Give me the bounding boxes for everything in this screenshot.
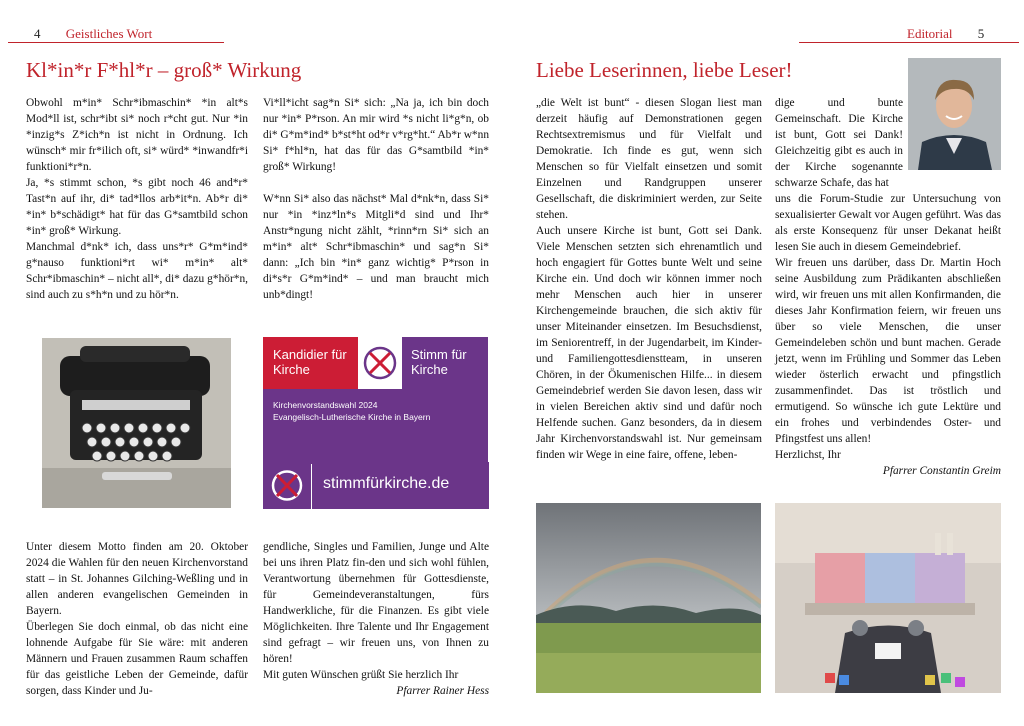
article-column-2	[263, 95, 489, 303]
paragraph: Wir freuen uns darüber, dass Dr. Martin Hoch seine Ausbildung zum Prädikanten abschließen wird, wir freuen uns mit allen Konfirmanden, die dieses Jahr Konfirmation feiern, wir freuen uns über so viele Menschen, die unser Gemeindeleben schön und bunt machen. Gerade jetzt, wenn im Frühling und Sommer das Leben wieder österlich erwacht und pfingstlich zusammenfindet. Das ist tröstlich und ermutigend. So wünsche ich gute Lektüre und ein frohes und verbindendes Oster- und Pfingstfest uns allen!	[775, 257, 1001, 445]
author-portrait	[908, 58, 1001, 170]
election-column-2	[263, 539, 489, 699]
section-label: Editorial	[907, 26, 953, 41]
rainbow-photo	[536, 503, 761, 693]
ballot-cross-icon	[358, 337, 402, 389]
paragraph: Ja, *s stimmt schon, *s gibt noch 46 and*r* Tast*n auf ihr, di* tad*llos arb*it*n. Ab*r di* *in* b*schädigt* hat für das G*samtbild schon *in* groß* Wirkung.	[26, 177, 248, 237]
church-photo	[775, 503, 1001, 693]
article-title: Kl*in*r F*hl*r – groß* Wirkung	[26, 58, 302, 82]
kandidier-label: Kandidier für Kirche	[273, 347, 347, 377]
article-title: Liebe Leserinnen, liebe Leser!	[536, 58, 793, 82]
signature: Pfarrer Rainer Hess	[396, 685, 489, 697]
paragraph: Manchmal d*nk* ich, dass uns*r* G*m*ind* g*nauso funktioni*rt wi* m*in* alt* Schr*ibmaschin* – nicht all*, di* dazu g*hör*n, sind auch zu s*h*n und zu hör*n.	[26, 241, 248, 301]
paragraph: Auch unsere Kirche ist bunt, Gott sei Dank. Viele Menschen setzten sich ehrenamtlich und hoch engagiert für Gottes bunte Welt und seine Kirche ein. Und doch wir können immer noch mehr Menschen auch hier in unserer Kirchengemeinde brauchen, die sich aktiv für unser Miteinander einsetzen. Im Besuchsdienst, im Seniorentreff, in der Jugendarbeit, im Kinder- und Familiengottesdienstteam, in unseren Chören, in der Ökumenischen Hilfe... in diesem Gemeindebrief werden Sie davon lesen, dass wir in vielen Bereichen aktiv sind und dafür noch Helfende suchen. Ganz besonders, da in diesem Jahr Kirchenvorstandswahl ist. Nur gemeinsam finden wir Wege in eine faire, offene, leben-	[536, 225, 762, 461]
editorial-column-2	[775, 191, 1001, 479]
right-page	[512, 0, 1024, 726]
article-column-1	[26, 95, 248, 303]
paragraph: W*nn Si* also das nächst* Mal d*nk*n, dass Si* nur *in *inz*ln*s Mitgli*d sind und Ihr* Anstr*ngung nicht zählt, *rinn*rn Si* sich an m*in* alt* Schr*ibmaschin* und sag*n Si* dann: „Ich bin *in* ganz wichtig* P*rson in di*s*r G*m*ind* – und man braucht mich unb*dingt!	[263, 193, 489, 301]
page-header-left	[34, 26, 152, 42]
url-label: stimmfürkirche.de	[323, 475, 450, 492]
typewriter-photo	[42, 338, 231, 508]
paragraph: „die Welt ist bunt“ - diesen Slogan liest man derzeit häufig auf Demonstrationen gegen Rechtsextremismus und für Vielfalt und Demokratie. Ich finde es gut, wenn sich Menschen so für Vielfalt einsetzen und somit Einzelnen und Randgruppen unserer Gesellschaft, die diskriminiert werden, zur Seite stehen.	[536, 97, 762, 221]
paragraph: Unter diesem Motto finden am 20. Oktober 2024 die Wahlen für den neuen Kirchenvorstand statt – in St. Johannes Gilching-Weßling und in allen anderen evangelischen Gemeinden in Bayern.	[26, 541, 248, 617]
page-header-right	[907, 26, 984, 42]
rainbow-image	[536, 503, 761, 693]
page-number: 4	[34, 26, 41, 41]
stimm-label: Stimm für Kirche	[411, 347, 467, 377]
election-banner	[263, 337, 488, 464]
paragraph: Obwohl m*in* Schr*ibmaschin* *in alt*s Mod*ll ist, schr*ibt si* noch r*cht gut. Nur *in *inzig*s Z*ich*n ist nicht in Ordnung. Ich wünsch* mir fr*ilich oft, si* würd* *inwandfr*i funktioni*r*n.	[26, 97, 248, 173]
url-icon-box	[263, 462, 311, 509]
editorial-column-1	[536, 95, 762, 463]
ballot-box	[358, 337, 402, 389]
signature: Pfarrer Constantin Greim	[882, 465, 1001, 477]
paragraph: dige und bunte Gemeinschaft. Die Kirche ist bunt, Gott sei Dank! Gleichzeitig gibt es auch in der Kirche sogenannte schwarze Schafe, das hat	[775, 97, 903, 189]
paragraph: uns die Forum-Studie zur Untersuchung von sexualisierter Gewalt vor Augen geführt. Was das als erste Konsequenz für unser Dekanat heißt lesen Sie auch in diesem Gemeindebrief.	[775, 193, 1001, 253]
banner-line-2: Evangelisch-Lutherische Kirche in Bayern	[273, 412, 431, 422]
election-column-1	[26, 539, 248, 699]
header-rule	[8, 42, 224, 43]
church-altar-image	[775, 503, 1001, 693]
paragraph: Mit guten Wünschen grüßt Sie herzlich Ihr	[263, 669, 459, 681]
section-label: Geistliches Wort	[65, 26, 153, 41]
paragraph: gendliche, Singles und Familien, Junge und Alte bei uns ihren Platz fin-den und sich wohl fühlen, Verantwortung übernehmen für Gottesdienste, für Gemeindeveranstaltungen, fürs Handwerkliche, für die Finanzen. Es gibt viele Möglichkeiten. Ihre Talente und Ihr Engagement sind gefragt – wir freuen uns, von Ihnen zu hören!	[263, 541, 489, 665]
paragraph: Vi*ll*icht sag*n Si* sich: „Na ja, ich bin doch nur *in* P*rson. An mir wird *s nicht li*g*n, ob di* G*m*ind* b*st*ht od*r v*rg*ht.“ Ab*r w*nn Si* f*hl*n, hat das für das G*samtbild *in* groß* Wirkung!	[263, 97, 490, 173]
editorial-column-2-top	[775, 95, 903, 191]
paragraph: Herzlichst, Ihr	[775, 449, 841, 461]
page-number: 5	[977, 26, 985, 41]
paragraph: Überlegen Sie doch einmal, ob das nicht eine lohnende Aufgabe für Sie wäre: mit anderen Männern und Frauen zusammen Raum schaffen für das geistliche Leben der Gemeinde, dafür sorgen, dass Kinder und Ju-	[26, 621, 248, 697]
ballot-cross-icon	[263, 462, 311, 509]
url-banner	[263, 462, 489, 509]
banner-line-1: Kirchenvorstandswahl 2024	[273, 400, 378, 410]
portrait-image	[908, 58, 1001, 170]
typewriter-image	[42, 338, 231, 508]
header-rule	[799, 42, 1019, 43]
